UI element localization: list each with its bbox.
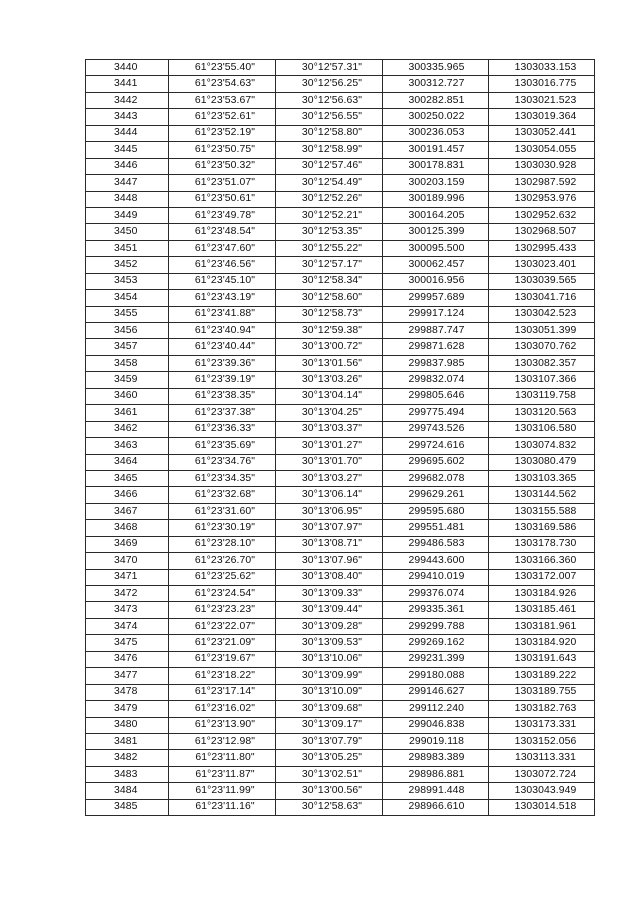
- x-coordinate-cell: 300189.996: [383, 191, 489, 207]
- y-coordinate-cell: 1302968.507: [489, 224, 595, 240]
- table-row: [86, 520, 595, 536]
- y-coordinate-cell: 1303070.762: [489, 339, 595, 355]
- point-number-cell: 3473: [86, 602, 169, 618]
- x-coordinate-cell: 299551.481: [383, 520, 489, 536]
- y-coordinate-cell: 1303166.360: [489, 553, 595, 569]
- latitude-cell: 61°23'38.35": [169, 388, 276, 404]
- y-coordinate-cell: 1303023.401: [489, 257, 595, 273]
- x-coordinate-cell: 299269.162: [383, 635, 489, 651]
- y-coordinate-cell: 1303074.832: [489, 438, 595, 454]
- x-coordinate-cell: 300178.831: [383, 158, 489, 174]
- x-coordinate-cell: 298966.610: [383, 799, 489, 815]
- table-row: [86, 224, 595, 240]
- longitude-cell: 30°13'05.25": [276, 750, 383, 766]
- y-coordinate-cell: 1303184.920: [489, 635, 595, 651]
- longitude-cell: 30°12'53.35": [276, 224, 383, 240]
- point-number-cell: 3474: [86, 618, 169, 634]
- x-coordinate-cell: 299019.118: [383, 733, 489, 749]
- x-coordinate-cell: 299112.240: [383, 701, 489, 717]
- table-row: [86, 306, 595, 322]
- x-coordinate-cell: 299832.074: [383, 372, 489, 388]
- table-row: [86, 125, 595, 141]
- x-coordinate-cell: 299410.019: [383, 569, 489, 585]
- y-coordinate-cell: 1302952.632: [489, 207, 595, 223]
- point-number-cell: 3461: [86, 405, 169, 421]
- latitude-cell: 61°23'30.19": [169, 520, 276, 536]
- y-coordinate-cell: 1303103.365: [489, 470, 595, 486]
- latitude-cell: 61°23'18.22": [169, 668, 276, 684]
- y-coordinate-cell: 1302953.976: [489, 191, 595, 207]
- point-number-cell: 3458: [86, 355, 169, 371]
- longitude-cell: 30°13'09.44": [276, 602, 383, 618]
- y-coordinate-cell: 1303189.755: [489, 684, 595, 700]
- y-coordinate-cell: 1303185.461: [489, 602, 595, 618]
- latitude-cell: 61°23'46.56": [169, 257, 276, 273]
- point-number-cell: 3448: [86, 191, 169, 207]
- latitude-cell: 61°23'26.70": [169, 553, 276, 569]
- point-number-cell: 3475: [86, 635, 169, 651]
- table-row: [86, 339, 595, 355]
- longitude-cell: 30°12'58.99": [276, 142, 383, 158]
- longitude-cell: 30°13'09.68": [276, 701, 383, 717]
- x-coordinate-cell: 299743.526: [383, 421, 489, 437]
- point-number-cell: 3455: [86, 306, 169, 322]
- latitude-cell: 61°23'11.99": [169, 783, 276, 799]
- latitude-cell: 61°23'11.80": [169, 750, 276, 766]
- latitude-cell: 61°23'47.60": [169, 240, 276, 256]
- y-coordinate-cell: 1303041.716: [489, 290, 595, 306]
- latitude-cell: 61°23'39.36": [169, 355, 276, 371]
- table-row: [86, 733, 595, 749]
- x-coordinate-cell: 299682.078: [383, 470, 489, 486]
- point-number-cell: 3463: [86, 438, 169, 454]
- table-row: [86, 355, 595, 371]
- longitude-cell: 30°13'10.06": [276, 651, 383, 667]
- latitude-cell: 61°23'31.60": [169, 503, 276, 519]
- table-row: [86, 701, 595, 717]
- y-coordinate-cell: 1303169.586: [489, 520, 595, 536]
- y-coordinate-cell: 1303016.775: [489, 76, 595, 92]
- table-row: [86, 175, 595, 191]
- latitude-cell: 61°23'13.90": [169, 717, 276, 733]
- longitude-cell: 30°12'58.63": [276, 799, 383, 815]
- latitude-cell: 61°23'22.07": [169, 618, 276, 634]
- longitude-cell: 30°13'03.37": [276, 421, 383, 437]
- latitude-cell: 61°23'40.94": [169, 323, 276, 339]
- longitude-cell: 30°13'01.70": [276, 454, 383, 470]
- x-coordinate-cell: 300203.159: [383, 175, 489, 191]
- point-number-cell: 3482: [86, 750, 169, 766]
- longitude-cell: 30°13'09.33": [276, 586, 383, 602]
- point-number-cell: 3485: [86, 799, 169, 815]
- y-coordinate-cell: 1303172.007: [489, 569, 595, 585]
- longitude-cell: 30°12'57.17": [276, 257, 383, 273]
- longitude-cell: 30°12'56.55": [276, 109, 383, 125]
- latitude-cell: 61°23'23.23": [169, 602, 276, 618]
- table-row: [86, 635, 595, 651]
- point-number-cell: 3470: [86, 553, 169, 569]
- x-coordinate-cell: 299724.616: [383, 438, 489, 454]
- table-row: [86, 76, 595, 92]
- longitude-cell: 30°13'09.53": [276, 635, 383, 651]
- latitude-cell: 61°23'40.44": [169, 339, 276, 355]
- longitude-cell: 30°12'57.31": [276, 60, 383, 76]
- y-coordinate-cell: 1303182.763: [489, 701, 595, 717]
- latitude-cell: 61°23'11.87": [169, 766, 276, 782]
- x-coordinate-cell: 299180.088: [383, 668, 489, 684]
- y-coordinate-cell: 1303042.523: [489, 306, 595, 322]
- x-coordinate-cell: 299046.838: [383, 717, 489, 733]
- table-row: [86, 536, 595, 552]
- longitude-cell: 30°13'08.40": [276, 569, 383, 585]
- coordinates-table: [85, 59, 595, 816]
- latitude-cell: 61°23'53.67": [169, 92, 276, 108]
- longitude-cell: 30°13'01.27": [276, 438, 383, 454]
- point-number-cell: 3459: [86, 372, 169, 388]
- y-coordinate-cell: 1303178.730: [489, 536, 595, 552]
- table-row: [86, 470, 595, 486]
- longitude-cell: 30°13'10.09": [276, 684, 383, 700]
- x-coordinate-cell: 299376.074: [383, 586, 489, 602]
- longitude-cell: 30°13'09.28": [276, 618, 383, 634]
- latitude-cell: 61°23'45.10": [169, 273, 276, 289]
- latitude-cell: 61°23'32.68": [169, 487, 276, 503]
- latitude-cell: 61°23'12.98": [169, 733, 276, 749]
- x-coordinate-cell: 299871.628: [383, 339, 489, 355]
- x-coordinate-cell: 300125.399: [383, 224, 489, 240]
- y-coordinate-cell: 1303014.518: [489, 799, 595, 815]
- longitude-cell: 30°12'52.26": [276, 191, 383, 207]
- latitude-cell: 61°23'28.10": [169, 536, 276, 552]
- table-row: [86, 503, 595, 519]
- point-number-cell: 3457: [86, 339, 169, 355]
- table-row: [86, 142, 595, 158]
- longitude-cell: 30°12'52.21": [276, 207, 383, 223]
- point-number-cell: 3481: [86, 733, 169, 749]
- y-coordinate-cell: 1303191.643: [489, 651, 595, 667]
- latitude-cell: 61°23'43.19": [169, 290, 276, 306]
- point-number-cell: 3445: [86, 142, 169, 158]
- point-number-cell: 3467: [86, 503, 169, 519]
- table-row: [86, 586, 595, 602]
- table-row: [86, 207, 595, 223]
- point-number-cell: 3465: [86, 470, 169, 486]
- y-coordinate-cell: 1303019.364: [489, 109, 595, 125]
- table-row: [86, 750, 595, 766]
- point-number-cell: 3472: [86, 586, 169, 602]
- x-coordinate-cell: 299595.680: [383, 503, 489, 519]
- longitude-cell: 30°12'58.34": [276, 273, 383, 289]
- x-coordinate-cell: 299805.646: [383, 388, 489, 404]
- latitude-cell: 61°23'52.19": [169, 125, 276, 141]
- table-row: [86, 323, 595, 339]
- longitude-cell: 30°13'07.96": [276, 553, 383, 569]
- table-row: [86, 92, 595, 108]
- point-number-cell: 3460: [86, 388, 169, 404]
- x-coordinate-cell: 300016.956: [383, 273, 489, 289]
- x-coordinate-cell: 300191.457: [383, 142, 489, 158]
- longitude-cell: 30°13'00.72": [276, 339, 383, 355]
- longitude-cell: 30°13'04.14": [276, 388, 383, 404]
- table-row: [86, 372, 595, 388]
- point-number-cell: 3469: [86, 536, 169, 552]
- y-coordinate-cell: 1302995.433: [489, 240, 595, 256]
- latitude-cell: 61°23'50.32": [169, 158, 276, 174]
- point-number-cell: 3442: [86, 92, 169, 108]
- table-row: [86, 684, 595, 700]
- point-number-cell: 3447: [86, 175, 169, 191]
- point-number-cell: 3468: [86, 520, 169, 536]
- x-coordinate-cell: 299887.747: [383, 323, 489, 339]
- point-number-cell: 3480: [86, 717, 169, 733]
- x-coordinate-cell: 300250.022: [383, 109, 489, 125]
- longitude-cell: 30°12'57.46": [276, 158, 383, 174]
- y-coordinate-cell: 1303113.331: [489, 750, 595, 766]
- x-coordinate-cell: 299917.124: [383, 306, 489, 322]
- latitude-cell: 61°23'34.76": [169, 454, 276, 470]
- table-row: [86, 240, 595, 256]
- point-number-cell: 3484: [86, 783, 169, 799]
- x-coordinate-cell: 299146.627: [383, 684, 489, 700]
- table-row: [86, 602, 595, 618]
- point-number-cell: 3450: [86, 224, 169, 240]
- point-number-cell: 3453: [86, 273, 169, 289]
- latitude-cell: 61°23'55.40": [169, 60, 276, 76]
- x-coordinate-cell: 299443.600: [383, 553, 489, 569]
- y-coordinate-cell: 1303144.562: [489, 487, 595, 503]
- table-row: [86, 388, 595, 404]
- latitude-cell: 61°23'48.54": [169, 224, 276, 240]
- point-number-cell: 3441: [86, 76, 169, 92]
- latitude-cell: 61°23'34.35": [169, 470, 276, 486]
- y-coordinate-cell: 1303120.563: [489, 405, 595, 421]
- table-row: [86, 290, 595, 306]
- y-coordinate-cell: 1303106.580: [489, 421, 595, 437]
- latitude-cell: 61°23'37.38": [169, 405, 276, 421]
- longitude-cell: 30°13'03.27": [276, 470, 383, 486]
- table-row: [86, 618, 595, 634]
- latitude-cell: 61°23'49.78": [169, 207, 276, 223]
- longitude-cell: 30°12'58.60": [276, 290, 383, 306]
- table-row: [86, 668, 595, 684]
- y-coordinate-cell: 1303082.357: [489, 355, 595, 371]
- point-number-cell: 3454: [86, 290, 169, 306]
- longitude-cell: 30°13'01.56": [276, 355, 383, 371]
- table-row: [86, 553, 595, 569]
- y-coordinate-cell: 1302987.592: [489, 175, 595, 191]
- x-coordinate-cell: 298983.389: [383, 750, 489, 766]
- x-coordinate-cell: 300335.965: [383, 60, 489, 76]
- latitude-cell: 61°23'17.14": [169, 684, 276, 700]
- x-coordinate-cell: 299837.985: [383, 355, 489, 371]
- point-number-cell: 3471: [86, 569, 169, 585]
- point-number-cell: 3449: [86, 207, 169, 223]
- x-coordinate-cell: 299335.361: [383, 602, 489, 618]
- x-coordinate-cell: 300312.727: [383, 76, 489, 92]
- longitude-cell: 30°13'09.99": [276, 668, 383, 684]
- longitude-cell: 30°12'58.80": [276, 125, 383, 141]
- point-number-cell: 3483: [86, 766, 169, 782]
- longitude-cell: 30°12'54.49": [276, 175, 383, 191]
- table-row: [86, 651, 595, 667]
- x-coordinate-cell: 299231.399: [383, 651, 489, 667]
- longitude-cell: 30°13'04.25": [276, 405, 383, 421]
- coordinates-table-body: [86, 60, 595, 816]
- x-coordinate-cell: 299695.602: [383, 454, 489, 470]
- table-row: [86, 109, 595, 125]
- x-coordinate-cell: 298991.448: [383, 783, 489, 799]
- table-row: [86, 799, 595, 815]
- latitude-cell: 61°23'50.61": [169, 191, 276, 207]
- x-coordinate-cell: 298986.881: [383, 766, 489, 782]
- latitude-cell: 61°23'52.61": [169, 109, 276, 125]
- table-row: [86, 783, 595, 799]
- point-number-cell: 3456: [86, 323, 169, 339]
- x-coordinate-cell: 299299.788: [383, 618, 489, 634]
- y-coordinate-cell: 1303043.949: [489, 783, 595, 799]
- table-row: [86, 487, 595, 503]
- table-row: [86, 766, 595, 782]
- point-number-cell: 3478: [86, 684, 169, 700]
- y-coordinate-cell: 1303184.926: [489, 586, 595, 602]
- y-coordinate-cell: 1303181.961: [489, 618, 595, 634]
- table-row: [86, 273, 595, 289]
- point-number-cell: 3440: [86, 60, 169, 76]
- y-coordinate-cell: 1303173.331: [489, 717, 595, 733]
- y-coordinate-cell: 1303152.056: [489, 733, 595, 749]
- y-coordinate-cell: 1303033.153: [489, 60, 595, 76]
- x-coordinate-cell: 300062.457: [383, 257, 489, 273]
- longitude-cell: 30°13'02.51": [276, 766, 383, 782]
- table-row: [86, 158, 595, 174]
- table-row: [86, 454, 595, 470]
- longitude-cell: 30°12'55.22": [276, 240, 383, 256]
- point-number-cell: 3452: [86, 257, 169, 273]
- latitude-cell: 61°23'19.67": [169, 651, 276, 667]
- point-number-cell: 3443: [86, 109, 169, 125]
- point-number-cell: 3464: [86, 454, 169, 470]
- y-coordinate-cell: 1303051.399: [489, 323, 595, 339]
- table-row: [86, 421, 595, 437]
- point-number-cell: 3444: [86, 125, 169, 141]
- y-coordinate-cell: 1303052.441: [489, 125, 595, 141]
- longitude-cell: 30°13'09.17": [276, 717, 383, 733]
- latitude-cell: 61°23'50.75": [169, 142, 276, 158]
- y-coordinate-cell: 1303054.055: [489, 142, 595, 158]
- latitude-cell: 61°23'25.62": [169, 569, 276, 585]
- longitude-cell: 30°13'03.26": [276, 372, 383, 388]
- table-row: [86, 569, 595, 585]
- latitude-cell: 61°23'36.33": [169, 421, 276, 437]
- y-coordinate-cell: 1303030.928: [489, 158, 595, 174]
- longitude-cell: 30°12'56.63": [276, 92, 383, 108]
- table-row: [86, 405, 595, 421]
- latitude-cell: 61°23'51.07": [169, 175, 276, 191]
- longitude-cell: 30°13'08.71": [276, 536, 383, 552]
- point-number-cell: 3462: [86, 421, 169, 437]
- point-number-cell: 3479: [86, 701, 169, 717]
- table-row: [86, 60, 595, 76]
- point-number-cell: 3477: [86, 668, 169, 684]
- x-coordinate-cell: 300282.851: [383, 92, 489, 108]
- table-row: [86, 191, 595, 207]
- x-coordinate-cell: 300164.205: [383, 207, 489, 223]
- longitude-cell: 30°13'06.14": [276, 487, 383, 503]
- latitude-cell: 61°23'16.02": [169, 701, 276, 717]
- y-coordinate-cell: 1303107.366: [489, 372, 595, 388]
- longitude-cell: 30°13'06.95": [276, 503, 383, 519]
- point-number-cell: 3451: [86, 240, 169, 256]
- x-coordinate-cell: 299957.689: [383, 290, 489, 306]
- longitude-cell: 30°12'59.38": [276, 323, 383, 339]
- latitude-cell: 61°23'54.63": [169, 76, 276, 92]
- point-number-cell: 3446: [86, 158, 169, 174]
- x-coordinate-cell: 299775.494: [383, 405, 489, 421]
- longitude-cell: 30°13'07.97": [276, 520, 383, 536]
- latitude-cell: 61°23'41.88": [169, 306, 276, 322]
- y-coordinate-cell: 1303155.588: [489, 503, 595, 519]
- y-coordinate-cell: 1303080.479: [489, 454, 595, 470]
- table-row: [86, 257, 595, 273]
- point-number-cell: 3476: [86, 651, 169, 667]
- y-coordinate-cell: 1303189.222: [489, 668, 595, 684]
- x-coordinate-cell: 299629.261: [383, 487, 489, 503]
- latitude-cell: 61°23'24.54": [169, 586, 276, 602]
- point-number-cell: 3466: [86, 487, 169, 503]
- table-row: [86, 717, 595, 733]
- latitude-cell: 61°23'21.09": [169, 635, 276, 651]
- x-coordinate-cell: 300095.500: [383, 240, 489, 256]
- y-coordinate-cell: 1303072.724: [489, 766, 595, 782]
- table-row: [86, 438, 595, 454]
- x-coordinate-cell: 300236.053: [383, 125, 489, 141]
- longitude-cell: 30°12'56.25": [276, 76, 383, 92]
- latitude-cell: 61°23'35.69": [169, 438, 276, 454]
- y-coordinate-cell: 1303119.758: [489, 388, 595, 404]
- y-coordinate-cell: 1303021.523: [489, 92, 595, 108]
- longitude-cell: 30°13'07.79": [276, 733, 383, 749]
- latitude-cell: 61°23'39.19": [169, 372, 276, 388]
- longitude-cell: 30°13'00.56": [276, 783, 383, 799]
- x-coordinate-cell: 299486.583: [383, 536, 489, 552]
- longitude-cell: 30°12'58.73": [276, 306, 383, 322]
- y-coordinate-cell: 1303039.565: [489, 273, 595, 289]
- latitude-cell: 61°23'11.16": [169, 799, 276, 815]
